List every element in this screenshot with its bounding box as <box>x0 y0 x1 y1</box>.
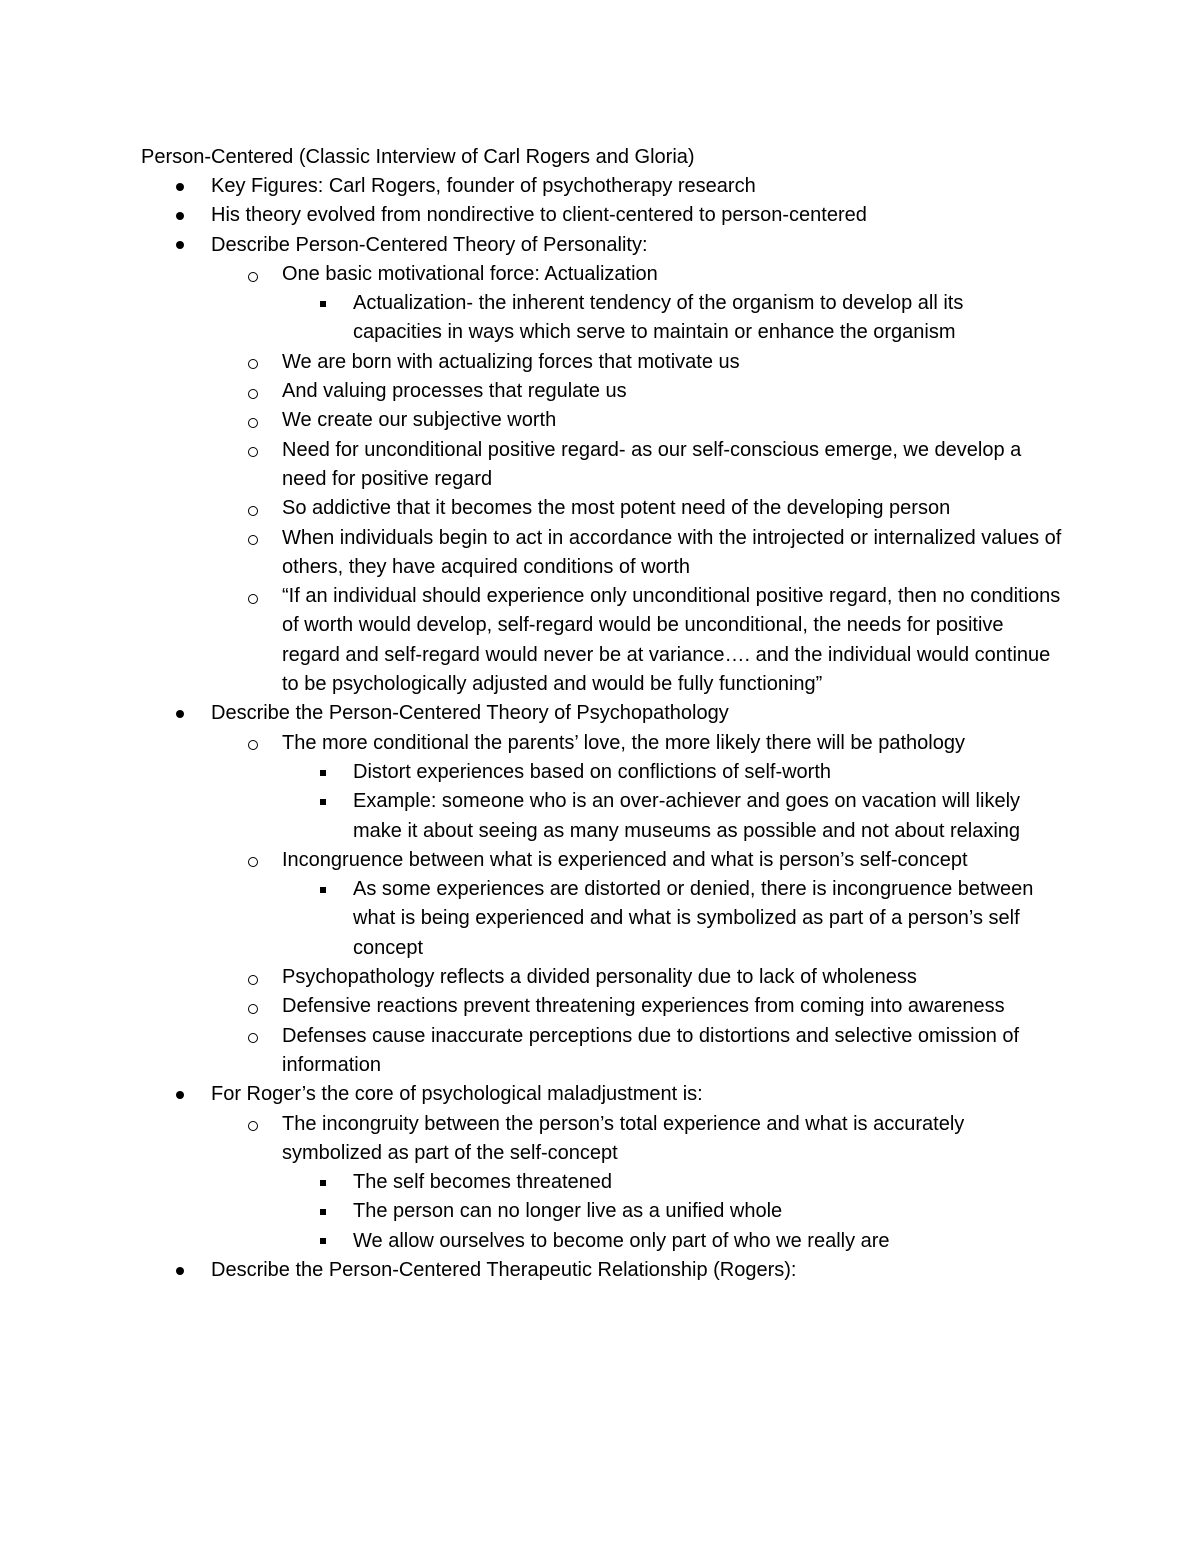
outline-item-text: Defenses cause inaccurate perceptions due to distortions and selective omission of information <box>282 1024 1020 1076</box>
outline-item-level-3 <box>0 758 1053 787</box>
bullet-circle-icon <box>243 963 263 992</box>
bullet-disc-icon <box>170 1080 190 1109</box>
outline-item-level-3 <box>0 1168 1053 1197</box>
outline-item-level-3 <box>0 787 1053 846</box>
outline-item-text: For Roger’s the core of psychological maladjustment is: <box>211 1083 703 1106</box>
outline-item-level-3 <box>0 1227 1053 1256</box>
bullet-circle-icon <box>243 846 263 875</box>
outline-item-text: Actualization- the inherent tendency of the organism to develop all its capacities in ways which serve to maintain or enhance the organism <box>353 292 964 344</box>
bullet-square-icon <box>313 875 333 904</box>
bullet-square-icon <box>313 1168 333 1197</box>
bullet-circle-icon <box>243 260 263 289</box>
outline-item-text: The self becomes threatened <box>353 1171 613 1194</box>
bullet-circle-icon <box>243 494 263 523</box>
bullet-square-icon <box>313 1197 333 1226</box>
bullet-disc-icon <box>170 201 190 230</box>
outline-item-level-2 <box>0 406 1062 435</box>
outline-item-level-2 <box>0 1110 1062 1169</box>
bullet-square-icon <box>313 787 333 816</box>
outline-item-level-1 <box>0 172 1051 201</box>
outline-item-text: Describe the Person-Centered Theory of Psychopathology <box>211 702 729 725</box>
outline-item-text: His theory evolved from nondirective to client-centered to person-centered <box>211 204 867 227</box>
outline-item-text: Defensive reactions prevent threatening experiences from coming into awareness <box>282 995 1005 1018</box>
outline-item-text: Key Figures: Carl Rogers, founder of psychotherapy research <box>211 175 756 197</box>
bullet-disc-icon <box>170 231 190 260</box>
outline-item-text: Need for unconditional positive regard- as our self-conscious emerge, we develop a need for positive regard <box>282 438 1022 490</box>
outline-item-text: Example: someone who is an over-achiever and goes on vacation will likely make it about seeing as many museums as possible and not about relaxing <box>353 790 1021 842</box>
outline-item-level-2 <box>0 260 1062 289</box>
outline-item-level-3 <box>0 1197 1053 1226</box>
bullet-circle-icon <box>243 992 263 1021</box>
document-title: Person-Centered (Classic Interview of Carl Rogers and Gloria) <box>141 146 695 168</box>
outline-item-text: The person can no longer live as a unified whole <box>353 1200 783 1223</box>
outline-item-text: So addictive that it becomes the most potent need of the developing person <box>282 497 951 520</box>
bullet-square-icon <box>313 289 333 318</box>
bullet-disc-icon <box>170 699 190 728</box>
outline-item-level-2 <box>0 729 1062 758</box>
outline-item-text: Describe Person-Centered Theory of Personality: <box>211 233 648 256</box>
outline-item-text: Incongruence between what is experienced and what is person’s self-concept <box>282 848 968 871</box>
bullet-circle-icon <box>243 1110 263 1139</box>
bullet-circle-icon <box>243 729 263 758</box>
outline-item-level-2 <box>0 348 1062 377</box>
bullet-circle-icon <box>243 348 263 377</box>
outline-item-level-3 <box>0 289 1053 348</box>
bullet-square-icon <box>313 758 333 787</box>
outline-item-level-1 <box>0 231 1051 260</box>
outline-item-level-2 <box>0 1022 1062 1081</box>
outline-item-level-2 <box>0 963 1062 992</box>
outline-item-level-2 <box>0 494 1062 523</box>
outline-item-text: “If an individual should experience only unconditional positive regard, then no conditions of worth would develop, self-regard would be unconditional, the needs for positive regard and self-regard would never be at variance…. and the individual would continue to be psychologically adjusted and would be fully functioning” <box>282 585 1061 696</box>
outline-item-text: We create our subjective worth <box>282 409 557 432</box>
bullet-circle-icon <box>243 436 263 465</box>
outline-item-level-2 <box>0 436 1062 495</box>
outline-item-level-3 <box>0 875 1053 963</box>
bullet-disc-icon <box>170 172 190 201</box>
bullet-circle-icon <box>243 1022 263 1051</box>
outline-item-text: We allow ourselves to become only part of who we really are <box>353 1229 890 1252</box>
outline-item-level-1 <box>0 1256 1051 1285</box>
outline-item-text: The more conditional the parents’ love, the more likely there will be pathology <box>282 731 965 754</box>
outline-item-text: As some experiences are distorted or denied, there is incongruence between what is being experienced and what is symbolized as part of a person’s self concept <box>353 878 1034 959</box>
outline-item-text: We are born with actualizing forces that motivate us <box>282 350 740 373</box>
outline-item-level-1 <box>0 201 1051 230</box>
outline-item-level-2 <box>0 582 1062 699</box>
bullet-square-icon <box>313 1227 333 1256</box>
outline-item-level-2 <box>0 992 1062 1021</box>
outline-item-text: Distort experiences based on conflictions of self-worth <box>353 760 832 783</box>
outline-item-text: When individuals begin to act in accordance with the introjected or internalized values of others, they have acquired conditions of worth <box>282 526 1062 578</box>
bullet-circle-icon <box>243 406 263 435</box>
bullet-circle-icon <box>243 582 263 611</box>
bullet-disc-icon <box>170 1256 190 1285</box>
outline-list <box>0 172 1200 1285</box>
outline-item-level-2 <box>0 524 1062 583</box>
bullet-circle-icon <box>243 524 263 553</box>
outline-item-text: The incongruity between the person’s total experience and what is accurately symbolized as part of the self-concept <box>282 1112 965 1164</box>
outline-item-text: Psychopathology reflects a divided personality due to lack of wholeness <box>282 966 917 989</box>
outline-item-text: Describe the Person-Centered Therapeutic Relationship (Rogers): <box>211 1258 797 1281</box>
outline-item-level-2 <box>0 377 1062 406</box>
outline-item-text: One basic motivational force: Actualization <box>282 262 658 285</box>
outline-item-level-1 <box>0 699 1051 728</box>
outline-item-text: And valuing processes that regulate us <box>282 380 627 403</box>
outline-item-level-1 <box>0 1080 1051 1109</box>
bullet-circle-icon <box>243 377 263 406</box>
outline-item-level-2 <box>0 846 1062 875</box>
